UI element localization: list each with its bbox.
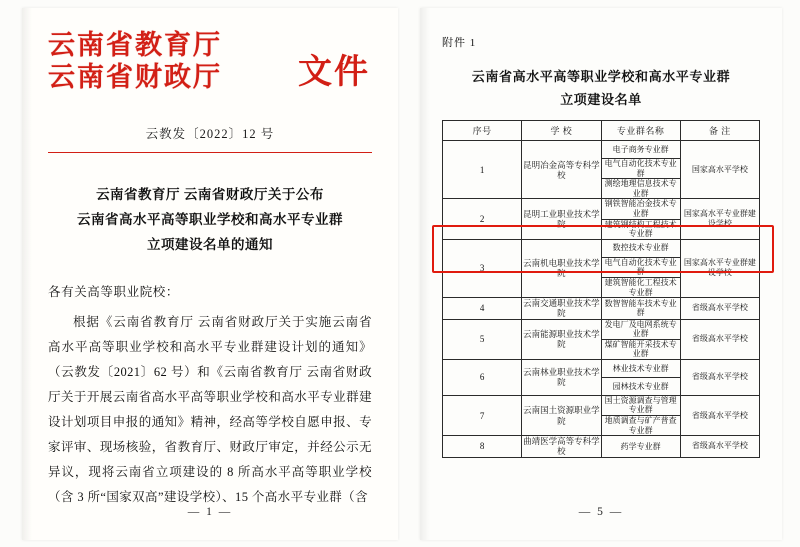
cell-major-group: 林业技术专业群 (601, 359, 680, 377)
cell-major-group: 钢铁智能冶金技术专业群 (601, 199, 680, 219)
cell-note: 省级高水平学校 (680, 298, 759, 319)
cell-index: 3 (443, 239, 522, 297)
body-paragraph-1: 根据《云南省教育厅 云南省财政厅关于实施云南省高水平高等职业学校和高水平专业群建设计划的通知》（云教发〔2021〕62 号）和《云南省教育厅 云南省财政厅关于开展云南省高水平高等职业学校和高水平专业群建设计划项目申报的通知》精神，经高等学校自愿申报、专家评审、现场核验，省教育厅、财政厅审定，并经公示无异议，现将云南省立项建设的 8 所高水平高等职业学校（含 3 所“国家双高”建设学校）、15 个高水平专业群（含 (48, 315, 372, 505)
table-row (443, 319, 760, 339)
attachment-label: 附件 1 (442, 37, 477, 49)
cell-major-group: 发电厂及电网系统专业群 (601, 319, 680, 339)
cell-major-group: 园林技术专业群 (601, 377, 680, 395)
cell-major-group: 药学专业群 (601, 436, 680, 457)
cell-note: 国家高水平专业群建设学校 (680, 239, 759, 297)
cell-note: 国家高水平学校 (680, 141, 759, 199)
left-document-body (48, 30, 372, 510)
cell-major-group: 数智智能车技术专业群 (601, 298, 680, 319)
cell-school: 云南机电职业技术学院 (522, 239, 601, 297)
listing-table (442, 120, 760, 458)
red-letterhead (48, 30, 372, 94)
document-title-line-3: 立项建设名单的通知 (147, 237, 273, 253)
page-edge-shading (22, 8, 32, 540)
cell-index: 5 (443, 319, 522, 359)
attachment-title (420, 66, 782, 112)
listing-table-header (443, 121, 760, 141)
table-row (443, 199, 760, 219)
table-row (443, 395, 760, 415)
document-title-line-2: 云南省高水平高等职业学校和高水平专业群 (77, 212, 343, 228)
header-major-group: 专业群名称 (601, 121, 680, 141)
cell-note: 省级高水平学校 (680, 359, 759, 395)
cell-index: 7 (443, 395, 522, 435)
cell-major-group: 测绘地理信息技术专业群 (601, 179, 680, 199)
cell-note: 国家高水平专业群建设学校 (680, 199, 759, 239)
table-row (443, 436, 760, 457)
cell-school: 云南能源职业技术学院 (522, 319, 601, 359)
issuer-line-1: 云南省教育厅 (48, 30, 222, 61)
cell-major-group: 建筑钢结构工程技术专业群 (601, 219, 680, 239)
cell-index: 4 (443, 298, 522, 319)
table-header-row (443, 121, 760, 141)
red-divider-rule (48, 152, 372, 154)
cell-note: 省级高水平学校 (680, 436, 759, 457)
cell-school: 云南国土资源职业学院 (522, 395, 601, 435)
right-document-page (420, 8, 782, 540)
document-word-label: 文件 (298, 52, 370, 92)
cell-major-group: 建筑智能化工程技术专业群 (601, 277, 680, 297)
cell-school: 云南交通职业技术学院 (523, 298, 600, 319)
cell-index: 8 (443, 436, 522, 457)
listing-table-body (443, 141, 760, 458)
cell-major-group: 国土资源调查与管理专业群 (601, 395, 680, 415)
cell-school: 昆明冶金高等专科学校 (522, 141, 601, 199)
table-row (443, 359, 760, 377)
cell-index: 2 (443, 199, 522, 239)
document-title-line-1: 云南省教育厅 云南省财政厅关于公布 (96, 187, 324, 203)
issuer-line-2: 云南省财政厅 (48, 61, 222, 93)
header-index: 序号 (443, 121, 522, 141)
cell-index: 6 (443, 359, 522, 395)
cell-index: 1 (443, 141, 522, 199)
document-number: 云教发〔2022〕12 号 (145, 126, 275, 141)
left-page-number: — 1 — (187, 506, 233, 518)
cell-major-group: 电气自动化技术专业群 (601, 159, 680, 179)
right-page-number: — 5 — (578, 506, 624, 518)
table-row (443, 298, 760, 319)
header-school: 学 校 (522, 121, 601, 141)
header-note: 备 注 (680, 121, 759, 141)
cell-note: 省级高水平学校 (680, 319, 759, 359)
cell-major-group: 电子商务专业群 (601, 141, 680, 159)
cell-major-group: 数控技术专业群 (601, 239, 680, 257)
attachment-title-line-2: 立项建设名单 (560, 91, 642, 107)
cell-school: 云南林业职业技术学院 (522, 359, 601, 395)
table-row (443, 141, 760, 159)
cell-major-group: 煤矿智能开采技术专业群 (601, 339, 680, 359)
document-title (48, 183, 372, 258)
attachment-title-line-1: 云南省高水平高等职业学校和高水平专业群 (471, 69, 731, 84)
table-row (443, 239, 760, 257)
cell-note: 省级高水平学校 (680, 395, 759, 435)
salutation: 各有关高等职业院校： (48, 285, 180, 300)
cell-major-group: 电气自动化技术专业群 (601, 257, 680, 277)
left-document-page (22, 8, 398, 540)
cell-school: 曲靖医学高等专科学校 (523, 436, 600, 457)
cell-major-group: 地质调查与矿产普查专业群 (601, 416, 680, 436)
cell-school: 昆明工业职业技术学院 (522, 199, 601, 239)
